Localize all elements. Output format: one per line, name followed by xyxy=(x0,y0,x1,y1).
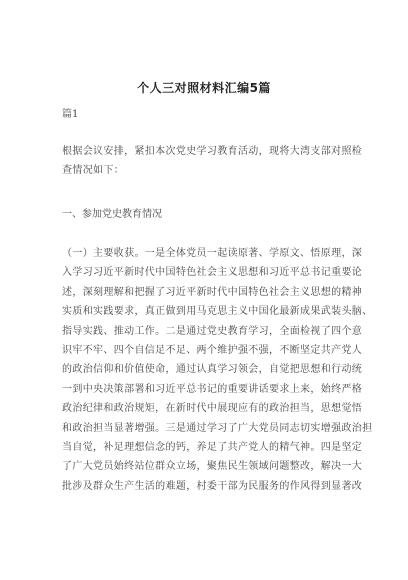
body-line: 实质和实践要求，真正做到用马克思主义中国化最新成果武装头脑、 xyxy=(62,306,373,318)
section-heading: 一、参加党史教育情况 xyxy=(62,209,162,220)
body-line: 政治纪律和政治规矩，在新时代中展现应有的政治担当，思想觉悟 xyxy=(62,403,363,415)
body-line: 和政治担当显著增强。三是通过学习了广大党员同志切实增强政治担 xyxy=(62,422,373,434)
body-line: 一到中央决策部署和习近平总书记的重要讲话要求上来，始终严格 xyxy=(62,383,363,395)
document-title: 个人三对照材料汇编5篇 xyxy=(137,81,271,95)
body-line: 述，深刻理解和把握了习近平新时代中国特色社会主义思想的精神 xyxy=(62,286,363,298)
body-line: 当自觉，补足理想信念的钙，养足了共产党人的精气神。四是坚定 xyxy=(62,442,363,454)
intro-line: 查情况如下： xyxy=(62,165,125,176)
body-line: 的政治信仰和价值使命，通过认真学习领会，自觉把思想和行动统 xyxy=(62,364,363,376)
intro-line: 根据会议安排，紧扣本次党史学习教育活动，现将大湾支部对照检 xyxy=(62,146,363,157)
body-line: 批涉及群众生产生活的难题，村委干部为民服务的作风得到显著改 xyxy=(62,480,363,492)
body-line: 入学习习近平新时代中国特色社会主义思想和习近平总书记重要论 xyxy=(62,267,363,279)
body-paragraph xyxy=(62,244,373,496)
body-line: 了广大党员始终站位群众立场，聚焦民生领域问题整改，解决一大 xyxy=(62,461,363,473)
part-label: 篇1 xyxy=(62,109,79,120)
body-line: 指导实践、推动工作。二是通过党史教育学习，全面检视了四个意 xyxy=(62,325,363,337)
body-line: 识牢不牢、四个自信足不足、两个维护强不强，不断坚定共产党人 xyxy=(62,345,363,357)
body-line: （一）主要收获。一是全体党员一起读原著、学原文、悟原理，深 xyxy=(62,248,363,259)
intro-paragraph xyxy=(62,142,363,180)
